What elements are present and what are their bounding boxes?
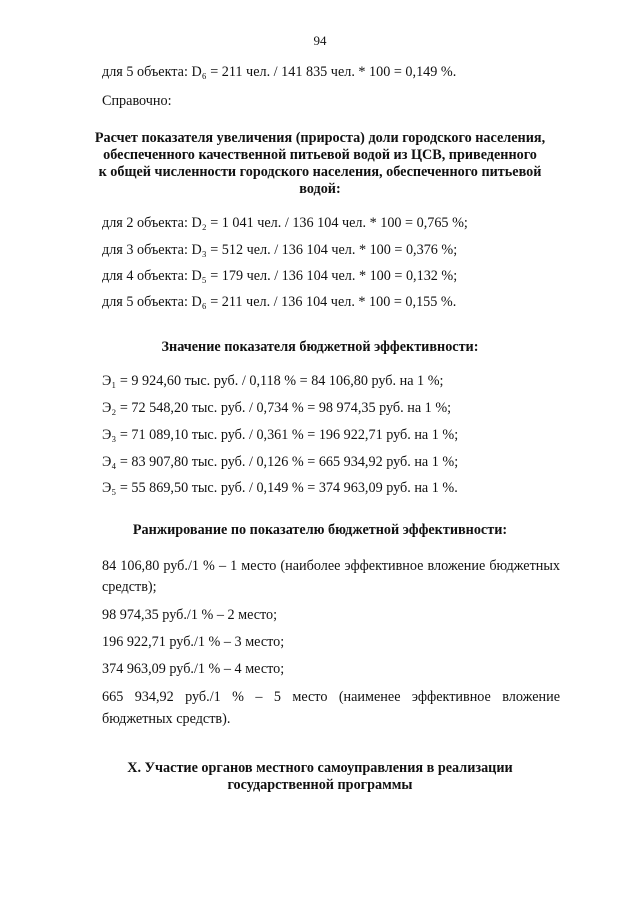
section4-heading-line-2: государственной программы	[227, 777, 413, 793]
section1-heading-line-4: водой:	[299, 181, 341, 197]
section1-heading-line-2: обеспеченного качественной питьевой водой из ЦСВ, приведенного	[103, 147, 537, 163]
rank-3-line: 196 922,71 руб./1 % – 3 место;	[102, 634, 285, 650]
section1-heading-line-3: к общей численности городского населения, обеспеченного питьевой	[98, 164, 542, 180]
efficiency-line-5: Э₅ = 55 869,50 тыс. руб. / 0,149 % = 374 963,09 руб. на 1 %.	[102, 480, 458, 496]
efficiency-line-4: Э₄ = 83 907,80 тыс. руб. / 0,126 % = 665 934,92 руб. на 1 %;	[102, 454, 459, 470]
calc-line-object-3: для 3 объекта: D₃ = 512 чел. / 136 104 чел. * 100 = 0,376 %;	[102, 242, 458, 258]
calc-line-object-4: для 4 объекта: D₅ = 179 чел. / 136 104 чел. * 100 = 0,132 %;	[102, 268, 458, 284]
rank-2-line: 98 974,35 руб./1 % – 2 место;	[102, 607, 278, 623]
reference-label: Справочно:	[102, 93, 172, 109]
rank-5-line-1: 665 934,92 руб./1 % – 5 место (наименее эффективное вложение	[102, 689, 560, 705]
section2-heading: Значение показателя бюджетной эффективности:	[161, 339, 479, 355]
calc-line-object-2: для 2 объекта: D₂ = 1 041 чел. / 136 104 чел. * 100 = 0,765 %;	[102, 215, 468, 231]
efficiency-line-2: Э₂ = 72 548,20 тыс. руб. / 0,734 % = 98 974,35 руб. на 1 %;	[102, 400, 452, 416]
efficiency-line-3: Э₃ = 71 089,10 тыс. руб. / 0,361 % = 196 922,71 руб. на 1 %;	[102, 427, 459, 443]
calc-line-object-5-total: для 5 объекта: D₆ = 211 чел. / 141 835 чел. * 100 = 0,149 %.	[102, 64, 457, 80]
section4-heading-line-1: X. Участие органов местного самоуправления в реализации	[127, 760, 513, 776]
rank-1-line-1: 84 106,80 руб./1 % – 1 место (наиболее эффективное вложение бюджетных	[102, 558, 560, 574]
rank-5-line-2: бюджетных средств).	[102, 711, 231, 727]
rank-1-line-2: средств);	[102, 579, 157, 595]
calc-line-object-5: для 5 объекта: D₆ = 211 чел. / 136 104 чел. * 100 = 0,155 %.	[102, 294, 457, 310]
rank-4-line: 374 963,09 руб./1 % – 4 место;	[102, 661, 285, 677]
section3-heading: Ранжирование по показателю бюджетной эффективности:	[132, 522, 508, 538]
section1-heading-line-1: Расчет показателя увеличения (прироста) доли городского населения,	[94, 130, 546, 146]
page-number: 94	[313, 33, 327, 48]
efficiency-line-1: Э₁ = 9 924,60 тыс. руб. / 0,118 % = 84 106,80 руб. на 1 %;	[102, 373, 444, 389]
